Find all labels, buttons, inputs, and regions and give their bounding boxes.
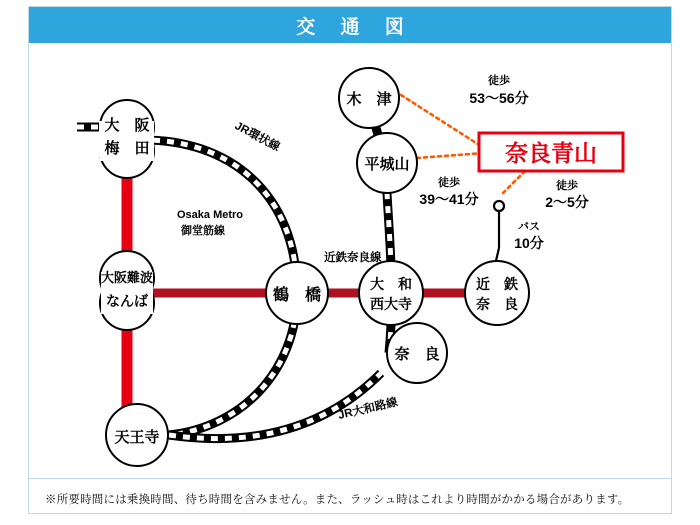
access-note-walk-heijozan-mode: 徒歩: [438, 177, 460, 189]
line-label-jr-yamatoji: JR大和路線: [336, 396, 399, 422]
access-note-walk-busstop: [545, 178, 589, 210]
destination-nara-aoyama[interactable]: [479, 133, 623, 171]
station-label-osaka-namba-1: 大阪難波: [100, 270, 154, 285]
walk-route-heijozan: [417, 153, 484, 158]
station-label-osaka-umeda-2: 梅 田: [104, 140, 150, 157]
station-osaka-namba[interactable]: [100, 251, 154, 330]
station-label-yamato-saidaiji-2: 西大寺: [370, 296, 412, 312]
station-kizu[interactable]: [339, 68, 399, 128]
line-label-kintetsu-nara: 近鉄奈良線: [324, 252, 382, 264]
line-label-midosuji: 御堂筋線: [181, 225, 225, 237]
access-note-walk-kizu-mode: 徒歩: [488, 75, 510, 87]
station-label-kintetsu-nara-2: 奈 良: [476, 296, 518, 312]
page-title: [29, 7, 671, 43]
access-note-bus-mode: バス: [518, 221, 540, 233]
station-tennoji[interactable]: [106, 404, 168, 466]
access-note-walk-kizu: [469, 73, 528, 106]
page-title-text: 交 通 図: [296, 16, 414, 38]
line-label-osaka-metro: Osaka Metro: [177, 209, 244, 221]
station-tsuruhashi[interactable]: [266, 262, 328, 324]
station-label-kintetsu-nara-1: 近 鉄: [476, 276, 518, 292]
access-note-walk-heijozan-time: 39〜41分: [419, 191, 479, 207]
access-note-bus: [514, 221, 544, 251]
station-label-heijozan: 平城山: [364, 156, 410, 173]
station-label-yamato-saidaiji-1: 大 和: [370, 276, 412, 292]
access-note-walk-busstop-time: 2〜5分: [545, 194, 589, 210]
footnote-text: ※所要時間には乗換時間、待ち時間を含みません。また、ラッシュ時はこれより時間がかかる場合があります。: [45, 493, 630, 506]
station-kintetsu-nara[interactable]: [465, 261, 529, 325]
station-label-osaka-namba-2: なんば: [106, 293, 148, 309]
line-label-jr-loop: JR環状線: [232, 120, 282, 154]
station-osaka-umeda[interactable]: [100, 100, 154, 178]
station-label-osaka-umeda-1: 大 阪: [104, 117, 150, 134]
access-note-walk-heijozan: [419, 175, 478, 207]
station-nara[interactable]: [387, 323, 447, 383]
destination-label: 奈良青山: [505, 140, 597, 166]
station-label-tennoji: 天王寺: [114, 429, 160, 446]
access-note-walk-busstop-mode: 徒歩: [556, 180, 578, 192]
station-yamato-saidaiji[interactable]: [359, 261, 423, 325]
access-note-bus-time: 10分: [514, 235, 544, 251]
station-label-kizu: 木 津: [346, 91, 392, 108]
station-heijozan[interactable]: [357, 133, 417, 193]
line-bus-route: [494, 201, 504, 265]
route-map: [29, 43, 671, 471]
station-label-nara: 奈 良: [394, 346, 440, 363]
access-note-walk-kizu-time: 53〜56分: [469, 90, 529, 106]
station-label-tsuruhashi: 鶴 橋: [272, 287, 322, 304]
footnote: [29, 478, 671, 518]
